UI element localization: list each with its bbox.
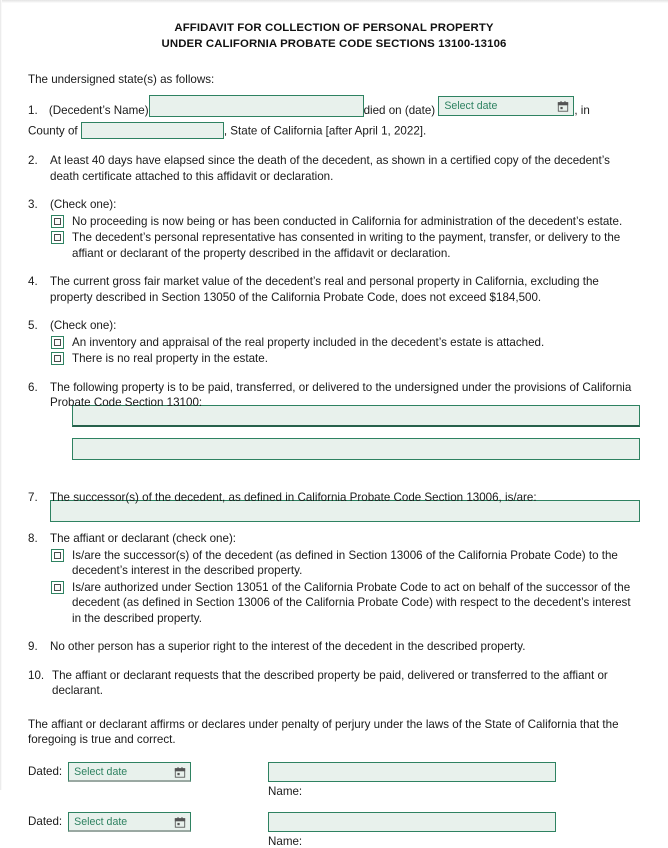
item-9 <box>28 639 640 655</box>
item-6-text: The following property is to be paid, transferred, or delivered to the undersigned under the provisions of California Probate Code Section 13100: <box>50 380 632 409</box>
item-3-number: 3. <box>28 198 38 211</box>
item-3-option-1[interactable] <box>50 214 640 230</box>
item-5-option-2[interactable] <box>50 351 640 367</box>
intro-text: The undersigned state(s) as follows: <box>28 73 215 86</box>
title-line-2: UNDER CALIFORNIA PROBATE CODE SECTIONS 13100-13106 <box>161 38 507 50</box>
item-1-state-label: , State of California [after April 1, 2022]. <box>223 124 427 138</box>
checkbox-inventory-attached[interactable] <box>51 336 64 349</box>
item-6 <box>28 380 640 460</box>
item-7 <box>28 490 640 506</box>
calendar-icon <box>174 766 186 779</box>
signature-row-1 <box>28 762 640 798</box>
item-10-text: The affiant or declarant requests that the described property be paid, delivered or transferred to the affiant or declarant. <box>52 668 608 697</box>
name-group-2 <box>268 812 640 848</box>
decedent-name-input[interactable] <box>149 95 364 117</box>
affirmation-text: The affiant or declarant affirms or declares under penalty of perjury under the laws of the State of California that the foregoing is true and correct. <box>28 717 619 746</box>
item-5-heading: (Check one): <box>50 319 117 332</box>
item-2 <box>28 153 640 184</box>
item-8 <box>28 531 640 626</box>
item-5-option-2-label: There is no real property in the estate. <box>72 352 268 365</box>
signature-date-placeholder-1: Select date <box>74 765 128 778</box>
name-label-2: Name: <box>268 834 303 848</box>
item-8-number: 8. <box>28 532 38 545</box>
checkbox-representative-consented[interactable] <box>51 231 64 244</box>
dated-group-1 <box>28 762 268 782</box>
item-10 <box>28 668 640 699</box>
title-line-1: AFFIDAVIT FOR COLLECTION OF PERSONAL PROPERTY <box>174 22 494 34</box>
item-5-option-1[interactable] <box>50 335 640 351</box>
dated-group-2 <box>28 812 268 832</box>
date-of-death-placeholder: Select date <box>444 100 498 112</box>
item-6-number: 6. <box>28 380 38 394</box>
item-3-option-2[interactable] <box>50 230 640 261</box>
signature-name-input-1[interactable] <box>268 762 556 782</box>
item-1-decedent-label: (Decedent’s Name) <box>48 104 149 118</box>
item-2-number: 2. <box>28 154 38 167</box>
item-8-heading: The affiant or declarant (check one): <box>50 532 237 545</box>
item-4-number: 4. <box>28 275 38 288</box>
dated-label-2: Dated: <box>28 815 63 828</box>
signature-date-picker-2[interactable] <box>68 812 191 832</box>
item-4 <box>28 274 640 305</box>
item-6-fields <box>72 405 640 460</box>
item-1-number: 1. <box>28 104 38 118</box>
county-input[interactable] <box>81 122 224 139</box>
document-title <box>28 20 640 52</box>
signature-row-2 <box>28 812 640 848</box>
signature-section <box>28 717 640 848</box>
item-8-option-2-label: Is/are authorized under Section 13051 of the California Probate Code to act on behalf of the successor of the decedent (as defined in Section 13006 of the California Probate Code) with respect to the decedent’s interest in the described property. <box>72 580 631 625</box>
item-3-heading: (Check one): <box>50 198 117 211</box>
property-description-input-2[interactable] <box>72 438 640 460</box>
item-3-option-2-label: The decedent’s personal representative has consented in writing to the payment, transfer, or delivery to the affiant or declarant of the property described in the affidavit or declaration. <box>72 231 621 260</box>
item-9-number: 9. <box>28 640 38 653</box>
item-7-text: The successor(s) of the decedent, as defined in California Probate Code Section 13006, is/are: <box>50 490 537 504</box>
item-8-option-1[interactable] <box>50 548 640 579</box>
item-1-in-label: , in <box>574 104 590 118</box>
item-1-county-label: County of <box>28 124 78 138</box>
checkbox-no-real-property[interactable] <box>51 352 64 365</box>
name-group-1 <box>268 762 640 798</box>
calendar-icon <box>174 816 186 829</box>
item-1-died-label: died on (date) <box>363 104 436 118</box>
checkbox-is-successor[interactable] <box>51 549 64 562</box>
date-of-death-picker[interactable] <box>438 96 574 116</box>
item-8-option-2[interactable] <box>50 580 640 627</box>
item-3 <box>28 197 640 261</box>
signature-date-placeholder-2: Select date <box>74 815 128 828</box>
item-5 <box>28 318 640 367</box>
dated-label-1: Dated: <box>28 765 63 778</box>
item-1 <box>28 100 640 140</box>
item-5-option-1-label: An inventory and appraisal of the real property included in the decedent’s estate is attached. <box>72 335 545 349</box>
calendar-icon <box>557 100 569 113</box>
name-label-1: Name: <box>268 784 303 798</box>
item-2-text: At least 40 days have elapsed since the death of the decedent, as shown in a certified copy of the decedent’s death certificate attached to this affidavit or declaration. <box>50 154 610 183</box>
item-4-text: The current gross fair market value of the decedent’s real and personal property in California, excluding the property described in Section 13050 of the California Probate Code, does not exceed $184,500. <box>50 275 599 304</box>
checkbox-is-authorized[interactable] <box>51 581 64 594</box>
item-5-number: 5. <box>28 319 38 332</box>
item-9-text: No other person has a superior right to the interest of the decedent in the described property. <box>50 640 526 653</box>
item-7-number: 7. <box>28 490 38 504</box>
item-8-option-1-label: Is/are the successor(s) of the decedent (as defined in Section 13006 of the California Probate Code) to the decedent’s interest in the described property. <box>72 548 618 577</box>
signature-name-input-2[interactable] <box>268 812 556 832</box>
item-3-option-1-label: No proceeding is now being or has been conducted in California for administration of the decedent’s estate. <box>72 214 623 228</box>
checkbox-no-proceeding[interactable] <box>51 215 64 228</box>
item-10-number: 10. <box>28 668 45 682</box>
signature-date-picker-1[interactable] <box>68 762 191 782</box>
